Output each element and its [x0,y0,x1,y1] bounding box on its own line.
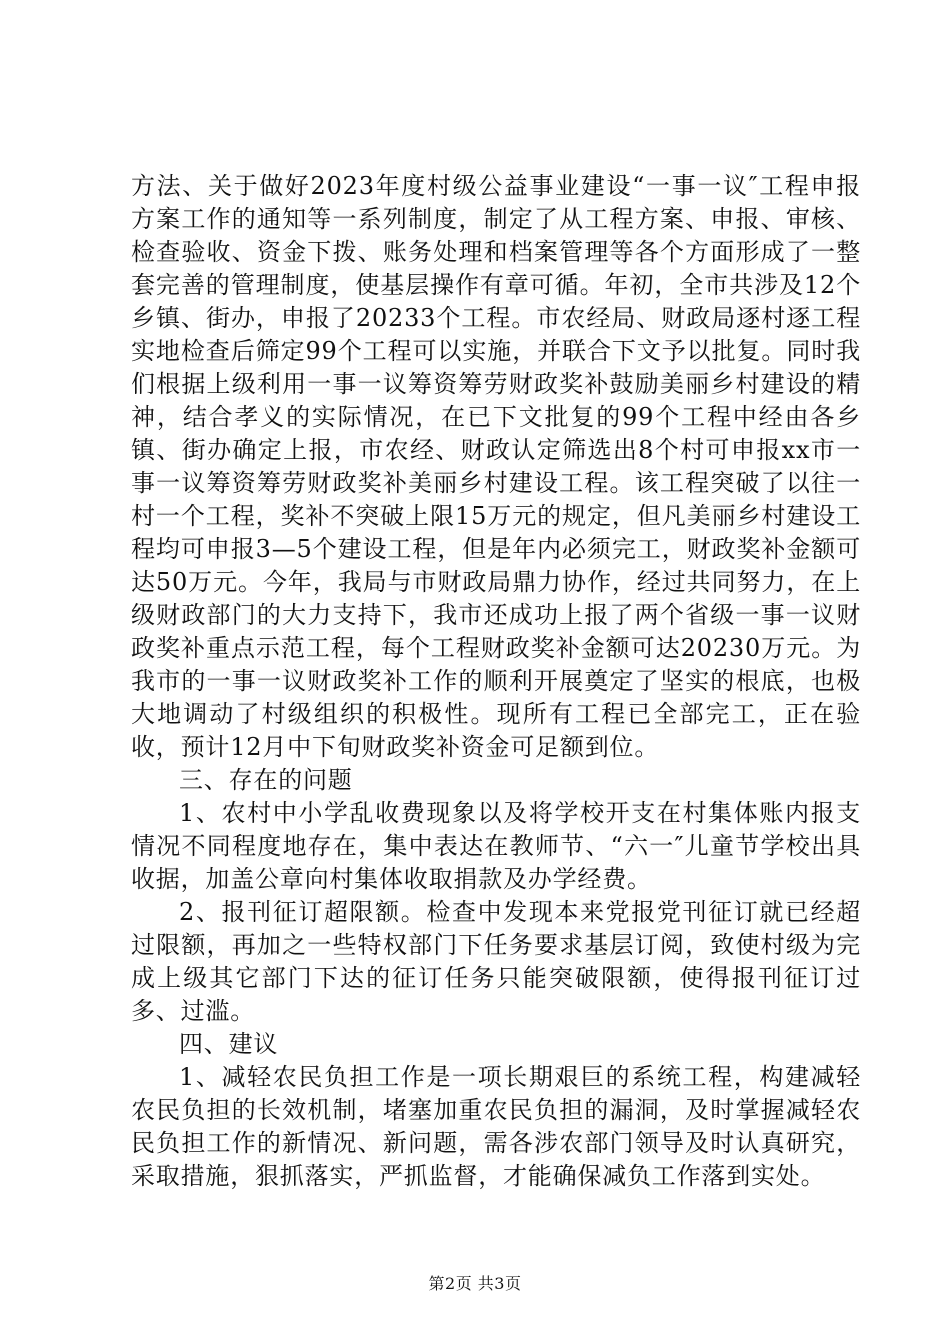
paragraph-problem-school-fees: 1、农村中小学乱收费现象以及将学校开支在村集体账内报支情况不同程度地存在，集中表达在教师节、“六一″儿童节学校出具收据，加盖公章向村集体收取捐款及办学经费。 [131,799,861,893]
page-number-label: 第2页 共3页 [428,1274,522,1293]
page-footer [0,1274,950,1294]
document-body [131,170,861,1193]
paragraph-suggestion-reduce-burden: 1、减轻农民负担工作是一项长期艰巨的系统工程，构建减轻农民负担的长效机制，堵塞加重农民负担的漏洞，及时掌握减轻农民负担工作的新情况、新问题，需各涉农部门领导及时认真研究，采取措施，狠抓落实，严抓监督，才能确保减负工作落到实处。 [131,1063,861,1190]
section-heading-suggestions: 四、建议 [179,1030,279,1058]
paragraph-problem-newspaper-subscriptions: 2、报刊征订超限额。检查中发现本来党报党刊征订就已经超过限额，再加之一些特权部门下任务要求基层订阅，致使村级为完成上级其它部门下达的征订任务只能突破限额，使得报刊征订过多、过滥。 [131,898,861,1025]
section-heading-existing-problems: 三、存在的问题 [179,766,353,794]
paragraph-village-project-funding: 方法、关于做好2023年度村级公益事业建设“一事一议″工程申报方案工作的通知等一系列制度，制定了从工程方案、申报、审核、检查验收、资金下拨、账务处理和档案管理等各个方面形成了一整套完善的管理制度，使基层操作有章可循。年初，全市共涉及12个乡镇、街办，申报了20233个工程。市农经局、财政局逐村逐工程实地检查后筛定99个工程可以实施，并联合下文予以批复。同时我们根据上级利用一事一议筹资筹劳财政奖补鼓励美丽乡村建设的精神，结合孝义的实际情况，在已下文批复的99个工程中经由各乡镇、街办确定上报，市农经、财政认定筛选出8个村可申报xx市一事一议筹资筹劳财政奖补美丽乡村建设工程。该工程突破了以往一村一个工程，奖补不突破上限15万元的规定，但凡美丽乡村建设工程均可申报3—5个建设工程，但是年内必须完工，财政奖补金额可达50万元。今年，我局与市财政局鼎力协作，经过共同努力，在上级财政部门的大力支持下，我市还成功上报了两个省级一事一议财政奖补重点示范工程，每个工程财政奖补金额可达20230万元。为我市的一事一议财政奖补工作的顺利开展奠定了坚实的根底，也极大地调动了村级组织的积极性。现所有工程已全部完工，正在验收，预计12月中下旬财政奖补资金可足额到位。 [131,172,861,761]
